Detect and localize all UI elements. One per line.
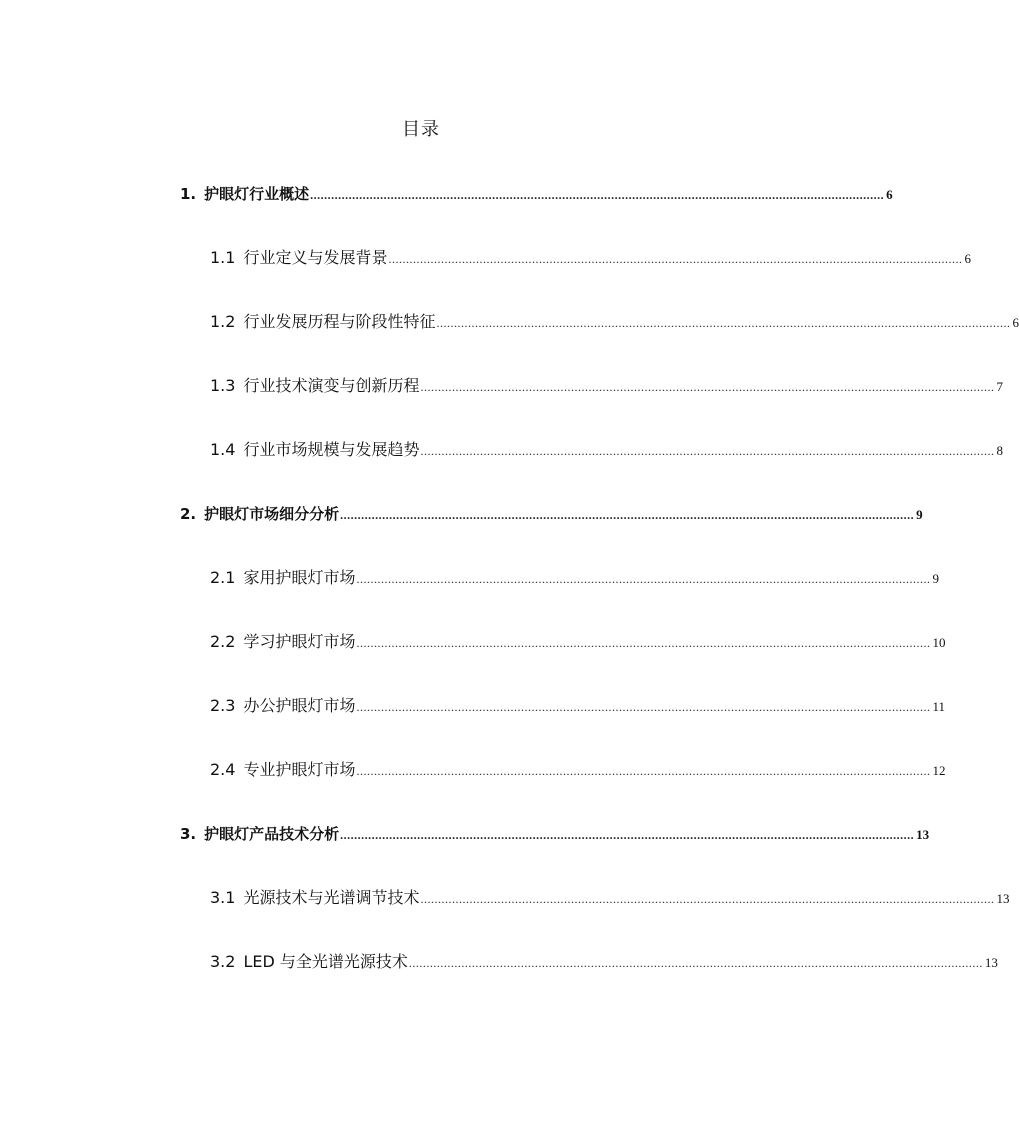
toc-entry-page: 10 [932, 635, 946, 650]
toc-entry-title: LED 与全光谱光源技术 [243, 952, 408, 971]
toc-entry-number: 1.1 [210, 248, 236, 267]
toc-entry-2[interactable] [180, 502, 923, 526]
toc-entry-number: 3.2 [210, 952, 236, 971]
toc-entry-title: 行业市场规模与发展趋势 [243, 440, 420, 459]
toc-entry-number: 3.1 [210, 888, 236, 907]
toc-dot-leader: .................................................................................................................................................................... [420, 380, 995, 394]
toc-dot-leader: .................................................................................................................................................................... [356, 700, 931, 714]
toc-entry-2-4[interactable] [210, 758, 946, 782]
toc-entry-3-1[interactable] [210, 886, 1010, 910]
toc-entry-1-3[interactable] [210, 374, 1003, 398]
toc-entry-2-2[interactable] [210, 630, 946, 654]
toc-entry-title: 行业技术演变与创新历程 [243, 376, 420, 395]
toc-entry-page: 13 [996, 891, 1010, 906]
toc-entry-title: 办公护眼灯市场 [243, 696, 356, 715]
toc-entry-number: 2. [180, 505, 197, 523]
toc-title: 目录 [402, 119, 440, 140]
toc-entry-page: 7 [996, 379, 1003, 394]
toc-entry-2-1[interactable] [210, 566, 939, 590]
toc-dot-leader: .................................................................................................................................................................... [310, 188, 885, 202]
toc-dot-leader: .................................................................................................................................................................... [420, 892, 995, 906]
toc-entry-number: 2.4 [210, 760, 236, 779]
toc-entry-number: 2.2 [210, 632, 236, 651]
toc-dot-leader: .................................................................................................................................................................... [356, 764, 931, 778]
toc-entry-title: 行业定义与发展背景 [243, 248, 388, 267]
toc-dot-leader: .................................................................................................................................................................... [340, 828, 915, 842]
toc-dot-leader: .................................................................................................................................................................... [388, 252, 963, 266]
toc-entry-number: 3. [180, 825, 197, 843]
toc-entry-3-2[interactable] [210, 950, 998, 974]
toc-dot-leader: .................................................................................................................................................................... [340, 508, 915, 522]
toc-entry-title: 护眼灯行业概述 [204, 185, 310, 203]
toc-entry-title: 护眼灯产品技术分析 [204, 825, 340, 843]
toc-entry-2-3[interactable] [210, 694, 945, 718]
toc-entry-number: 1.2 [210, 312, 236, 331]
toc-entry-number: 1.3 [210, 376, 236, 395]
toc-entry-title: 家用护眼灯市场 [243, 568, 356, 587]
toc-dot-leader: .................................................................................................................................................................... [408, 956, 983, 970]
toc-dot-leader: .................................................................................................................................................................... [356, 572, 931, 586]
toc-entry-page: 8 [996, 443, 1003, 458]
toc-dot-leader: .................................................................................................................................................................... [356, 636, 931, 650]
toc-entry-1-2[interactable] [210, 310, 1019, 334]
toc-entry-3[interactable] [180, 822, 930, 846]
toc-entry-page: 12 [932, 763, 946, 778]
toc-entry-title: 专业护眼灯市场 [243, 760, 356, 779]
toc-dot-leader: .................................................................................................................................................................... [420, 444, 995, 458]
toc-entry-page: 6 [886, 187, 893, 202]
toc-entry-title: 护眼灯市场细分分析 [204, 505, 340, 523]
toc-entry-number: 2.3 [210, 696, 236, 715]
toc-entry-title: 行业发展历程与阶段性特征 [243, 312, 436, 331]
toc-entry-title: 光源技术与光谱调节技术 [243, 888, 420, 907]
toc-entry-page: 6 [964, 251, 971, 266]
toc-entry-page: 13 [916, 827, 930, 842]
toc-entry-number: 1. [180, 185, 197, 203]
toc-entry-page: 6 [1012, 315, 1019, 330]
toc-entry-page: 9 [932, 571, 939, 586]
toc-entry-page: 9 [916, 507, 923, 522]
toc-entry-number: 2.1 [210, 568, 236, 587]
toc-entry-page: 11 [932, 699, 945, 714]
toc-entry-page: 13 [984, 955, 998, 970]
toc-entry-1-1[interactable] [210, 246, 971, 270]
toc-entry-1[interactable] [180, 182, 893, 206]
toc-entry-1-4[interactable] [210, 438, 1003, 462]
toc-entry-title: 学习护眼灯市场 [243, 632, 356, 651]
toc-entry-number: 1.4 [210, 440, 236, 459]
toc-dot-leader: .................................................................................................................................................................... [436, 316, 1011, 330]
